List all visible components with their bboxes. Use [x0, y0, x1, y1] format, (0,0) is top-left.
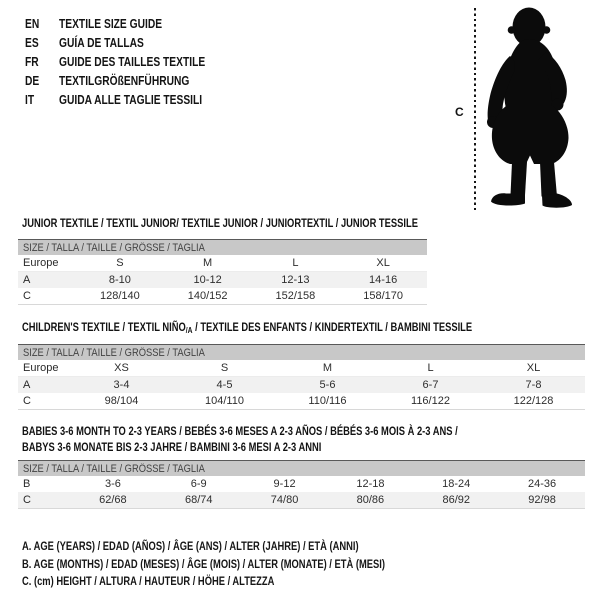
footnote-height: C. (cm) HEIGHT / ALTURA / HAUTEUR / HÖHE / ALTEZZA: [22, 574, 275, 588]
size-header-row: [18, 345, 585, 361]
size-value-cell: 12-18: [356, 478, 385, 490]
size-value-cell: 152/158: [275, 290, 316, 302]
babies-title-line1: BABIES 3-6 MONTH TO 2-3 YEARS / BEBÉS 3-6 MESES A 2-3 AÑOS / BÉBÉS 3-6 MOIS À 2-3 ANS /: [22, 424, 458, 438]
table-row-height: [18, 288, 427, 305]
row-label-cell: B: [23, 478, 31, 490]
size-value-cell: 92/98: [499, 492, 585, 509]
baby-ear-right: [543, 26, 551, 34]
size-value-cell: 10-12: [164, 272, 252, 289]
size-value-cell: 24-36: [528, 478, 557, 490]
children-title-post: / TEXTILE DES ENFANTS / KINDERTEXTIL / BAMBINI TESSILE: [192, 320, 473, 334]
baby-shorts: [492, 106, 569, 164]
size-value-cell: L: [379, 360, 482, 377]
size-value-cell: 104/110: [205, 395, 244, 407]
language-code: ES: [25, 36, 39, 50]
language-code: FR: [25, 55, 39, 69]
height-measure-label: C: [455, 105, 464, 119]
guide-title: GUÍA DE TALLAS: [59, 36, 144, 50]
row-label-cell: C: [23, 290, 31, 302]
size-value-cell: 7-8: [482, 377, 585, 394]
size-value-cell: L: [252, 255, 340, 272]
size-value-cell: 14-16: [339, 272, 427, 289]
table-row-age: [18, 272, 427, 289]
language-row: [25, 14, 237, 33]
guide-title: TEXTILGRÖßENFÜHRUNG: [59, 74, 190, 88]
language-code: DE: [25, 74, 40, 88]
children-size-table: [18, 344, 585, 410]
guide-title: GUIDE DES TAILLES TEXTILE: [59, 55, 206, 69]
table-row-europe: [18, 360, 585, 377]
size-header-text: SIZE / TALLA / TAILLE / GRÖSSE / TAGLIA: [23, 462, 205, 475]
size-value-cell: S: [173, 360, 276, 377]
footnote-age-months: B. AGE (MONTHS) / EDAD (MESES) / ÂGE (MOIS) / ALTER (MONATE) / ETÀ (MESI): [22, 556, 385, 571]
size-value-cell: XL: [482, 360, 585, 377]
babies-section-title: [22, 424, 458, 455]
height-dashed-line: [474, 8, 476, 210]
table-row-age-months: [18, 476, 585, 492]
size-value-cell: 110/116: [308, 395, 347, 407]
size-value-cell: 3-4: [70, 377, 173, 394]
size-value-cell: 4-5: [173, 377, 276, 394]
size-header-text: SIZE / TALLA / TAILLE / GRÖSSE / TAGLIA: [23, 241, 205, 254]
size-value-cell: 68/74: [156, 492, 242, 509]
language-title-list: [25, 14, 237, 109]
size-value-cell: M: [164, 255, 252, 272]
table-row-age: [18, 377, 585, 394]
table-row-europe: [18, 255, 427, 272]
size-value-cell: XL: [339, 255, 427, 272]
guide-title: TEXTILE SIZE GUIDE: [59, 17, 163, 31]
size-value-cell: 128/140: [99, 290, 140, 302]
size-value-cell: 86/92: [413, 492, 499, 509]
size-value-cell: 98/104: [104, 395, 139, 407]
language-code: EN: [25, 17, 40, 31]
size-value-cell: 5-6: [276, 377, 379, 394]
size-value-cell: M: [276, 360, 379, 377]
size-header-cell: [18, 240, 427, 256]
children-section-title: [22, 320, 472, 337]
baby-leg-left: [511, 162, 528, 195]
language-code: IT: [25, 93, 35, 107]
size-value-cell: 12-13: [252, 272, 340, 289]
language-row: [25, 90, 237, 109]
toddler-silhouette-shape: [487, 8, 572, 208]
size-value-cell: 8-10: [76, 272, 164, 289]
size-value-cell: 9-12: [273, 478, 296, 490]
footnotes: [22, 538, 385, 591]
size-value-cell: 116/122: [411, 395, 450, 407]
children-title-pre: CHILDREN'S TEXTILE / TEXTIL NIÑO: [22, 320, 186, 334]
guide-title: GUIDA ALLE TAGLIE TESSILI: [59, 93, 203, 107]
footnote-age-years: A. AGE (YEARS) / EDAD (AÑOS) / ÂGE (ANS) / ALTER (JAHRE) / ETÀ (ANNI): [22, 539, 359, 553]
size-value-cell: 74/80: [242, 492, 328, 509]
babies-title-line2: BABYS 3-6 MONATE BIS 2-3 JAHRE / BAMBINI 3-6 MESI A 2-3 ANNI: [22, 439, 322, 454]
size-header-cell: [18, 345, 585, 361]
row-label-cell: C: [18, 492, 70, 509]
size-header-row: [18, 461, 585, 477]
size-header-text: SIZE / TALLA / TAILLE / GRÖSSE / TAGLIA: [23, 346, 205, 359]
size-value-cell: 62/68: [70, 492, 156, 509]
junior-section-title: JUNIOR TEXTILE / TEXTIL JUNIOR/ TEXTILE JUNIOR / JUNIORTEXTIL / JUNIOR TESSILE: [22, 216, 418, 230]
language-row: [25, 52, 237, 71]
size-header-row: [18, 240, 427, 256]
baby-leg-right: [540, 162, 557, 197]
row-label-cell: A: [18, 272, 76, 289]
table-row-height: [18, 393, 585, 410]
language-row: [25, 33, 237, 52]
size-value-cell: XS: [70, 360, 173, 377]
toddler-silhouette-icon: [483, 3, 579, 209]
size-header-cell: [18, 461, 585, 477]
junior-size-table: [18, 239, 427, 305]
row-label-cell: C: [23, 395, 31, 407]
size-value-cell: 3-6: [104, 478, 121, 490]
table-row-height: [18, 492, 585, 509]
size-value-cell: 80/86: [327, 492, 413, 509]
size-value-cell: 6-7: [379, 377, 482, 394]
size-value-cell: S: [76, 255, 164, 272]
size-value-cell: 140/152: [187, 290, 228, 302]
row-label-cell: Europe: [18, 255, 76, 272]
size-value-cell: 18-24: [442, 478, 471, 490]
language-row: [25, 71, 237, 90]
row-label-cell: A: [18, 377, 70, 394]
children-title-subscript: /A: [185, 324, 193, 335]
baby-foot-left: [491, 193, 525, 205]
baby-foot-right: [542, 194, 572, 208]
size-value-cell: 158/170: [363, 290, 403, 302]
size-value-cell: 122/128: [513, 395, 554, 407]
baby-ear-left: [508, 26, 516, 34]
row-label-cell: Europe: [18, 360, 70, 377]
babies-size-table: [18, 460, 585, 509]
size-value-cell: 6-9: [190, 478, 207, 490]
